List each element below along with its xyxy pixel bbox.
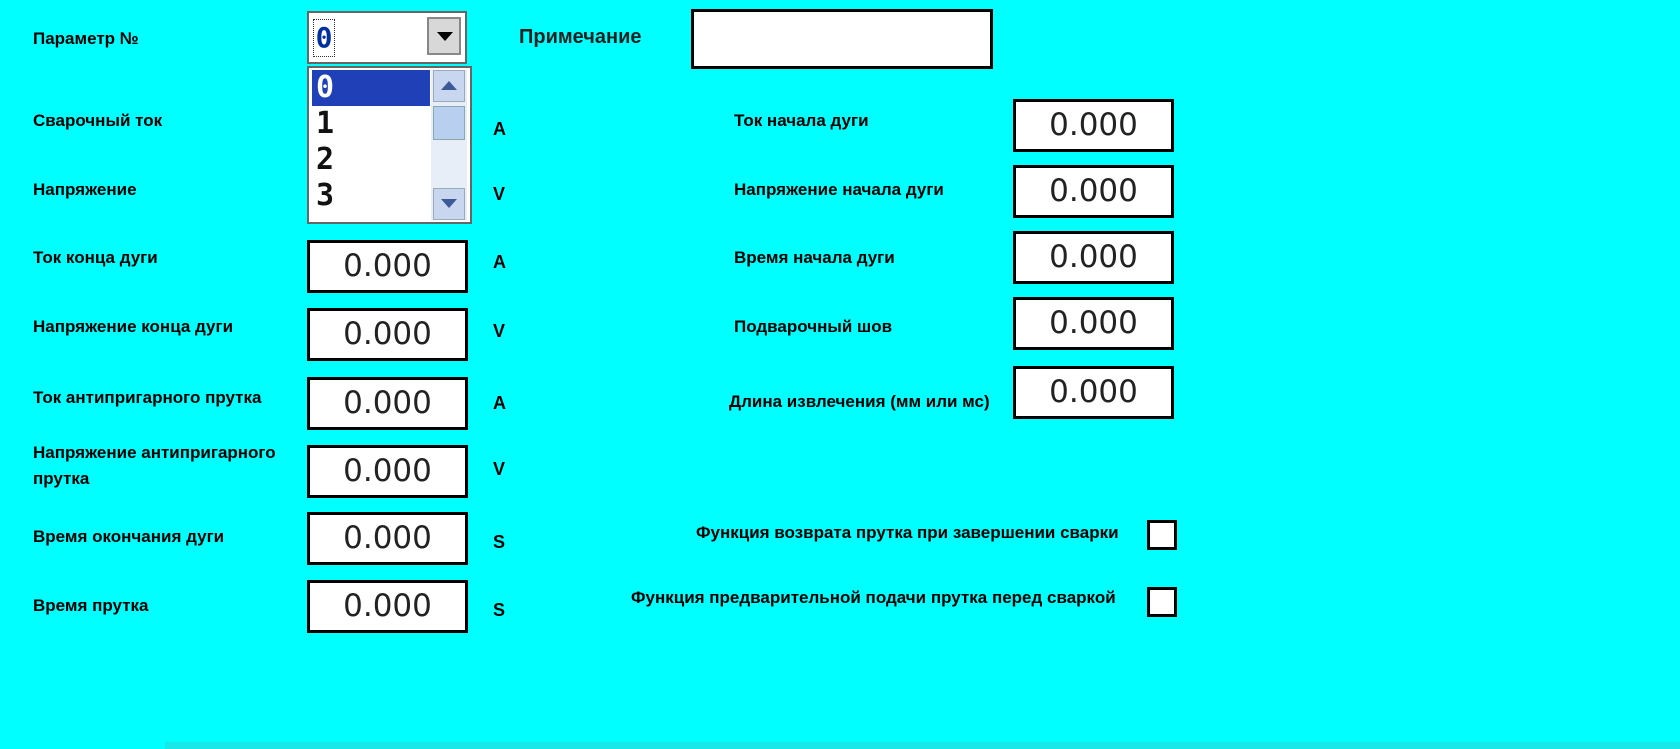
arc-end-voltage-label: Напряжение конца дуги [33, 317, 234, 336]
welding-current-label: Сварочный ток [33, 111, 163, 130]
antistick-current-unit: A [493, 393, 506, 413]
antistick-voltage-input[interactable]: 0.000 [307, 445, 468, 498]
arc-start-time-label: Время начала дуги [734, 248, 895, 267]
note-label: Примечание [519, 26, 642, 48]
arc-end-current-input[interactable]: 0.000 [307, 240, 468, 293]
param-number-dropdown[interactable] [307, 66, 472, 224]
arc-start-voltage-label: Напряжение начала дуги [734, 180, 944, 199]
arc-end-time-unit: S [493, 532, 506, 552]
arc-start-voltage-input[interactable]: 0.000 [1013, 165, 1174, 218]
rod-time-unit: S [493, 600, 506, 620]
chevron-down-icon[interactable] [427, 17, 461, 55]
rod-return-checkbox[interactable] [1147, 520, 1177, 550]
welding-current-unit: A [493, 119, 506, 139]
arc-start-time-input[interactable]: 0.000 [1013, 231, 1174, 284]
scroll-thumb[interactable] [433, 106, 465, 140]
voltage-unit: V [493, 184, 506, 204]
antistick-current-label: Ток антипригарного прутка [33, 388, 262, 407]
retract-length-label: Длина извлечения (мм или мс) [729, 392, 990, 411]
param-number-select[interactable] [307, 11, 467, 64]
arc-end-voltage-input[interactable]: 0.000 [307, 308, 468, 361]
backing-weld-label: Подварочный шов [734, 317, 893, 336]
retract-length-input[interactable]: 0.000 [1013, 366, 1174, 419]
scroll-down-icon[interactable] [433, 188, 465, 220]
arc-start-current-input[interactable]: 0.000 [1013, 99, 1174, 152]
rod-prefeed-label: Функция предварительной подачи прутка перед сваркой [631, 588, 1116, 607]
antistick-voltage-label: Напряжение антипригарного прутка [33, 443, 276, 488]
rod-time-label: Время прутка [33, 596, 149, 615]
rod-time-input[interactable]: 0.000 [307, 580, 468, 633]
rod-return-label: Функция возврата прутка при завершении сварки [696, 523, 1119, 542]
param-number-value: 0 [313, 19, 335, 57]
param-option-0[interactable]: 0 [312, 70, 430, 106]
backing-weld-input[interactable]: 0.000 [1013, 297, 1174, 350]
param-option-1[interactable]: 1 [316, 106, 335, 141]
arc-end-current-label: Ток конца дуги [33, 248, 158, 267]
antistick-voltage-unit: V [493, 459, 506, 479]
antistick-current-input[interactable]: 0.000 [307, 377, 468, 430]
voltage-label: Напряжение [33, 180, 137, 199]
param-number-label: Параметр № [33, 29, 139, 48]
rod-prefeed-checkbox[interactable] [1147, 587, 1177, 617]
arc-end-time-label: Время окончания дуги [33, 527, 225, 546]
param-option-2[interactable]: 2 [316, 142, 335, 177]
dropdown-scrollbar[interactable] [431, 70, 467, 220]
arc-end-voltage-unit: V [493, 321, 506, 341]
arc-end-time-input[interactable]: 0.000 [307, 512, 468, 565]
arc-end-current-unit: A [493, 252, 506, 272]
note-input[interactable] [691, 9, 993, 69]
bottom-divider [165, 742, 1680, 749]
param-option-3[interactable]: 3 [316, 178, 335, 213]
arc-start-current-label: Ток начала дуги [734, 111, 869, 130]
scroll-up-icon[interactable] [433, 70, 465, 102]
